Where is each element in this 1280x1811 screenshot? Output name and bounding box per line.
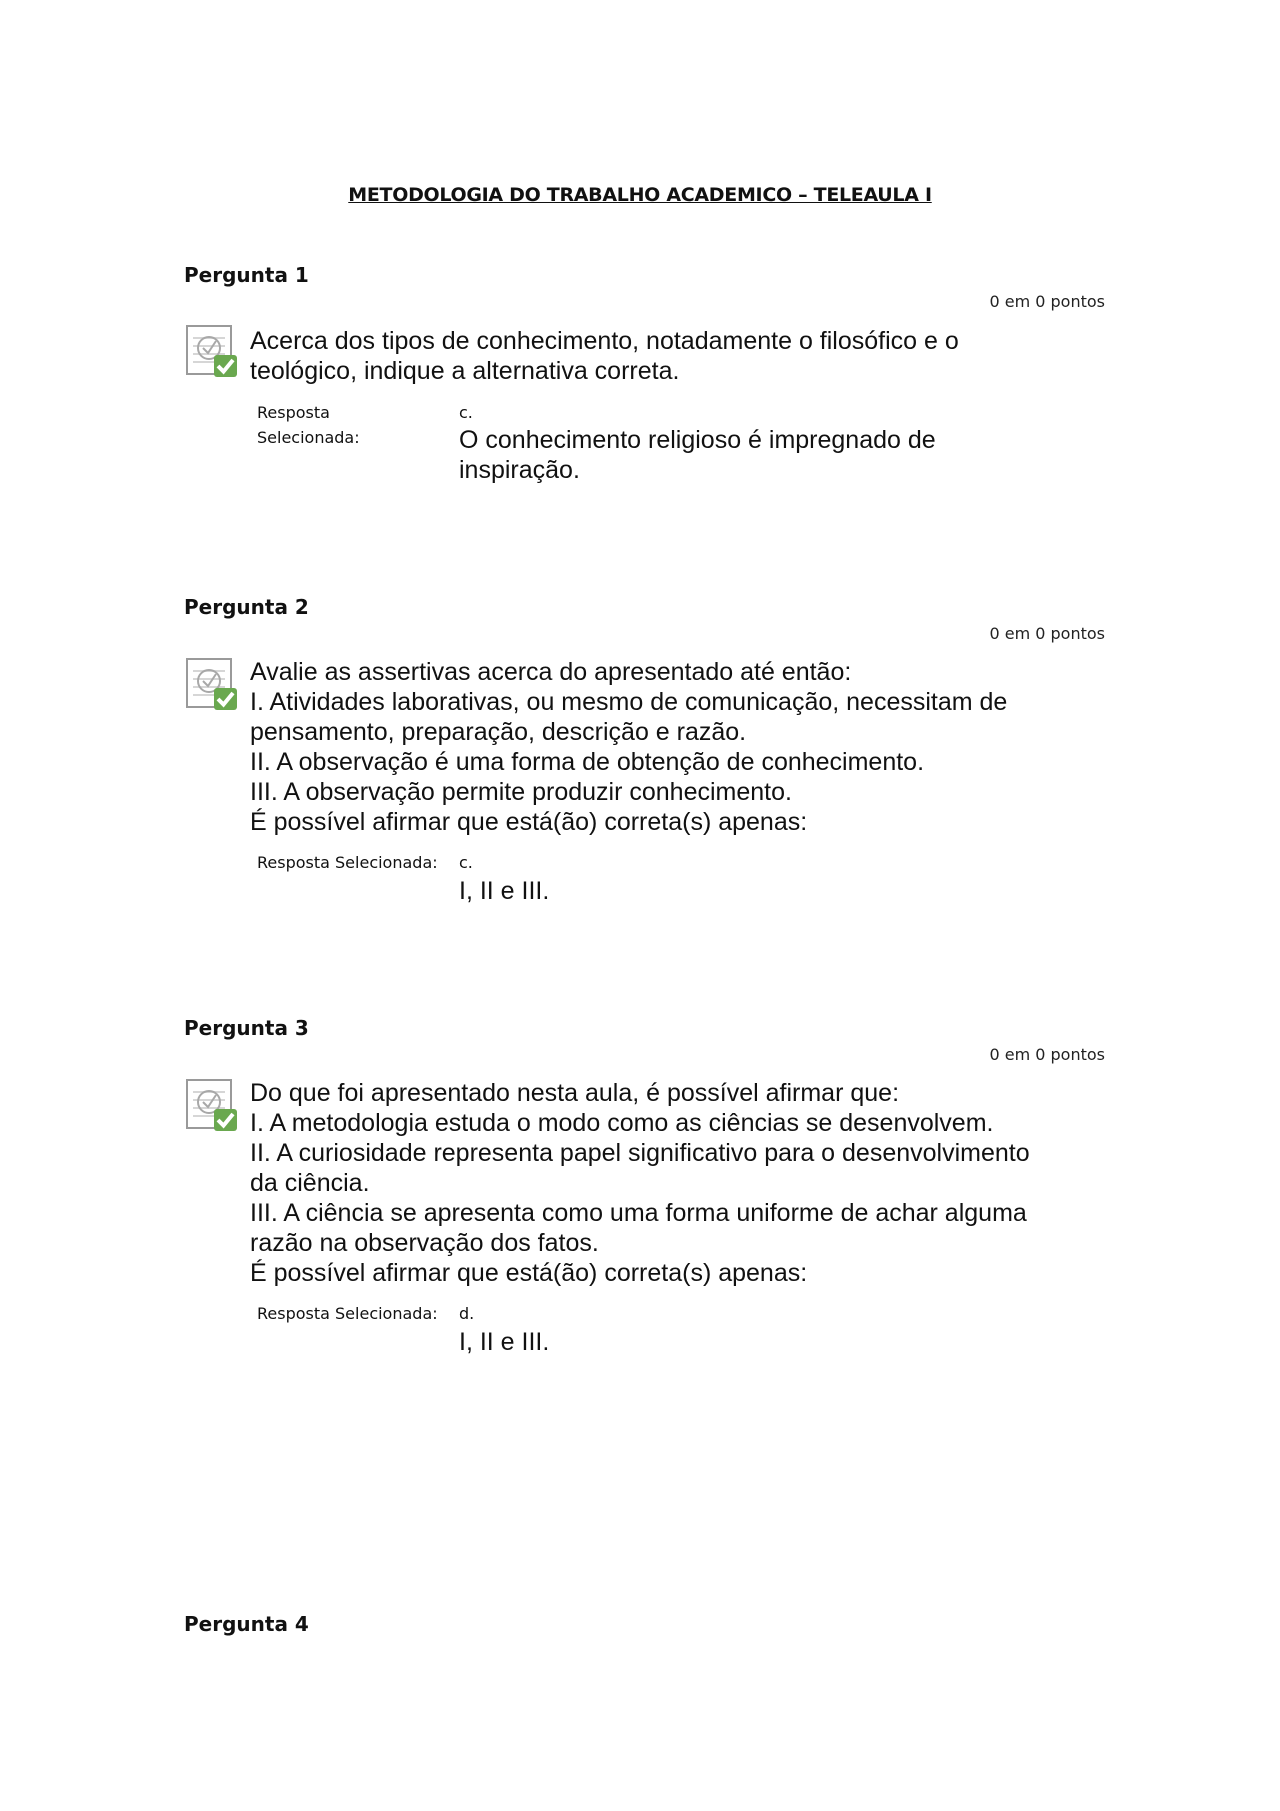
question-heading: Pergunta 1 xyxy=(184,263,309,287)
question-heading: Pergunta 2 xyxy=(184,595,309,619)
answer-text: I, II e III. xyxy=(459,877,550,905)
question-text xyxy=(250,657,1110,837)
question-text-line: pensamento, preparação, descrição e razão. xyxy=(250,718,747,746)
question-points: 0 em 0 pontos xyxy=(989,292,1105,311)
question-text-line: II. A observação é uma forma de obtenção de conhecimento. xyxy=(250,748,925,776)
document-title: METODOLOGIA DO TRABALHO ACADEMICO – TELEAULA I xyxy=(348,184,932,206)
question-text-line: É possível afirmar que está(ão) correta(s) apenas: xyxy=(250,808,808,836)
question-text-line: I. Atividades laborativas, ou mesmo de comunicação, necessitam de xyxy=(250,688,1008,716)
question-text-line: III. A observação permite produzir conhecimento. xyxy=(250,778,792,806)
question-text-line: da ciência. xyxy=(250,1169,370,1197)
question-text xyxy=(250,1078,1110,1288)
question-points: 0 em 0 pontos xyxy=(989,1045,1105,1064)
question-points: 0 em 0 pontos xyxy=(989,624,1105,643)
answer-text xyxy=(459,425,936,485)
answer-text-line: inspiração. xyxy=(459,456,580,484)
question-heading: Pergunta 4 xyxy=(184,1612,309,1636)
question-heading: Pergunta 3 xyxy=(184,1016,309,1040)
answer-letter: d. xyxy=(459,1304,475,1323)
question-text-line: III. A ciência se apresenta como uma forma uniforme de achar alguma xyxy=(250,1199,1027,1227)
answer-label xyxy=(257,400,360,450)
question-text-line: Avalie as assertivas acerca do apresentado até então: xyxy=(250,658,852,686)
question-text-line: I. A metodologia estuda o modo como as ciências se desenvolvem. xyxy=(250,1109,994,1137)
answer-label-line: Resposta xyxy=(257,403,330,422)
question-text-line: Do que foi apresentado nesta aula, é possível afirmar que: xyxy=(250,1079,900,1107)
answer-label-line: Selecionada: xyxy=(257,428,360,447)
question-text-line: II. A curiosidade representa papel significativo para o desenvolvimento xyxy=(250,1139,1030,1167)
question-text-line: teológico, indique a alternativa correta. xyxy=(250,357,680,385)
question-text-line: razão na observação dos fatos. xyxy=(250,1229,599,1257)
answer-letter: c. xyxy=(459,403,473,422)
question-text xyxy=(250,326,1110,386)
graded-checkmark-icon xyxy=(185,657,241,713)
answer-text-line: O conhecimento religioso é impregnado de xyxy=(459,426,936,454)
answer-label: Resposta Selecionada: xyxy=(257,1304,438,1323)
graded-checkmark-icon xyxy=(185,324,241,380)
answer-text: I, II e III. xyxy=(459,1328,550,1356)
question-text-line: É possível afirmar que está(ão) correta(s) apenas: xyxy=(250,1259,808,1287)
answer-label: Resposta Selecionada: xyxy=(257,853,438,872)
question-text-line: Acerca dos tipos de conhecimento, notadamente o filosófico e o xyxy=(250,327,959,355)
answer-letter: c. xyxy=(459,853,473,872)
graded-checkmark-icon xyxy=(185,1078,241,1134)
